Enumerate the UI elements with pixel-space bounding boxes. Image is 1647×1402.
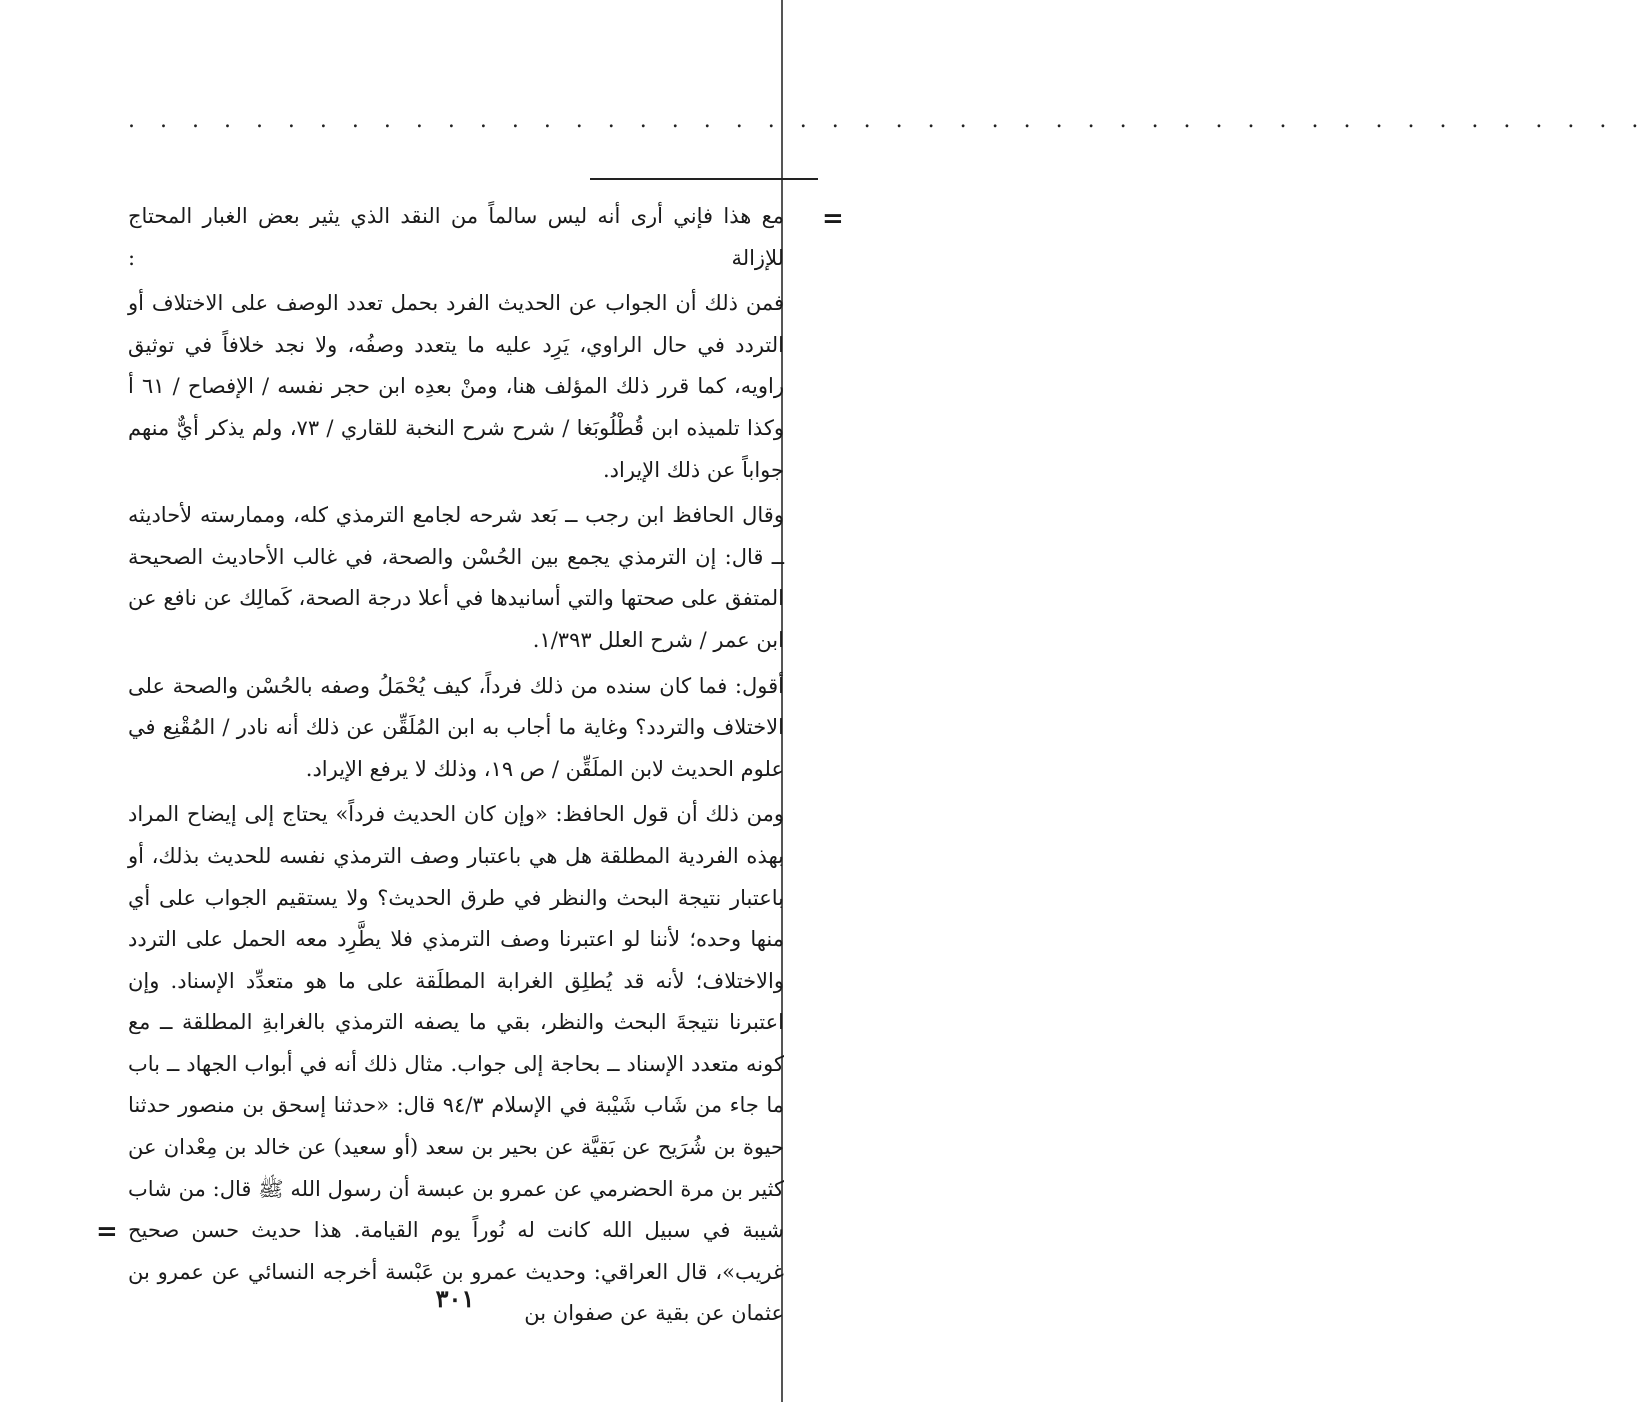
footnote-separator-rule xyxy=(590,178,818,180)
paragraph-ibn-rajab: وقال الحافظ ابن رجب ــ بَعد شرحه لجامع الترمذي كله، وممارسته لأحاديثه ــ قال: إن الترمذي يجمع بين الحُسْن والصحة، في غالب الأحاديث الصحيحة المتفق على صحتها والتي أسانيدها في أعلا درجة الصحة، كَمالِك عن نافع عن ابن عمر / شرح العلل ١/٣٩٣. xyxy=(128,503,784,652)
paragraph-critique-1: فمن ذلك أن الجواب عن الحديث الفرد بحمل تعدد الوصف على الاختلاف أو التردد في حال الراوي، يَرِد عليه ما يتعدد وصفُه، ولا نجد خلافاً في توثيق راويه، كما قرر ذلك المؤلف هنا، ومنْ بعدِه ابن حجر نفسه / الإفصاح / ٦١ أ وكذا تلميذه ابن قُطْلُوبَغا / شرح شرح النخبة للقاري / ٧٣، ولم يذكر أيٌّ منهم جواباً عن ذلك الإيراد. xyxy=(128,291,785,482)
continuation-mark-bottom: = xyxy=(96,1217,118,1247)
dot-leader: . . . . . . . . . . . . . . . . . . . . . . . . . . . . . . . . . . . . . . . . . . . . . . . . xyxy=(128,108,1647,133)
footnote-text xyxy=(128,196,784,1335)
paragraph-intro: مع هذا فإني أرى أنه ليس سالماً من النقد الذي يثير بعض الغبار المحتاج للإزالة : xyxy=(128,204,784,270)
continuation-mark-top: = xyxy=(822,204,844,234)
paragraph-critique-2: ومن ذلك أن قول الحافظ: «وإن كان الحديث فرداً» يحتاج إلى إيضاح المراد بهذه الفردية المطلقة هل هي باعتبار وصف الترمذي نفسه للحديث بذلك، أو باعتبار نتيجة البحث والنظر في طرق الحديث؟ ولا يستقيم الجواب على أي منها وحده؛ لأننا لو اعتبرنا وصف الترمذي فلا يطَّرِد معه الحمل على التردد والاختلاف؛ لأنه قد يُطلِق الغرابة المطلَقة على ما هو متعدِّد الإسناد. وإن اعتبرنا نتيجةَ البحث والنظر، بقي ما يصفه الترمذي بالغرابةِ المطلقة ــ مع كونه متعدد الإسناد ــ بحاجة إلى جواب. مثال ذلك أنه في أبواب الجهاد ــ باب ما جاء من شَاب شَيْبة في الإسلام ٩٤/٣ قال: «حدثنا إسحق بن منصور حدثنا حيوة بن شُرَيح عن بَقيَّة عن بحير بن سعد (أو سعيد) عن خالد بن مِعْدان عن كثير بن مرة الحضرمي عن عمرو بن عبسة أن رسول الله ﷺ قال: من شاب شيبة في سبيل الله كانت له نُوراً يوم القيامة. هذا حديث حسن صحيح غريب»، قال العراقي: وحديث عمرو بن عَبْسة أخرجه النسائي عن عمرو بن عثمان عن بقية عن صفوان بن xyxy=(128,802,784,1326)
paragraph-aqul: أقول: فما كان سنده من ذلك فرداً، كيف يُحْمَلُ وصفه بالحُسْن والصحة على الاختلاف والتردد؟ وغاية ما أجاب به ابن المُلَقِّن عن ذلك أنه نادر / المُقْنِع في علوم الحديث لابن الملَقِّن / ص ١٩، وذلك لا يرفع الإيراد. xyxy=(128,673,784,781)
page-number: ٣٠١ xyxy=(435,1284,475,1313)
